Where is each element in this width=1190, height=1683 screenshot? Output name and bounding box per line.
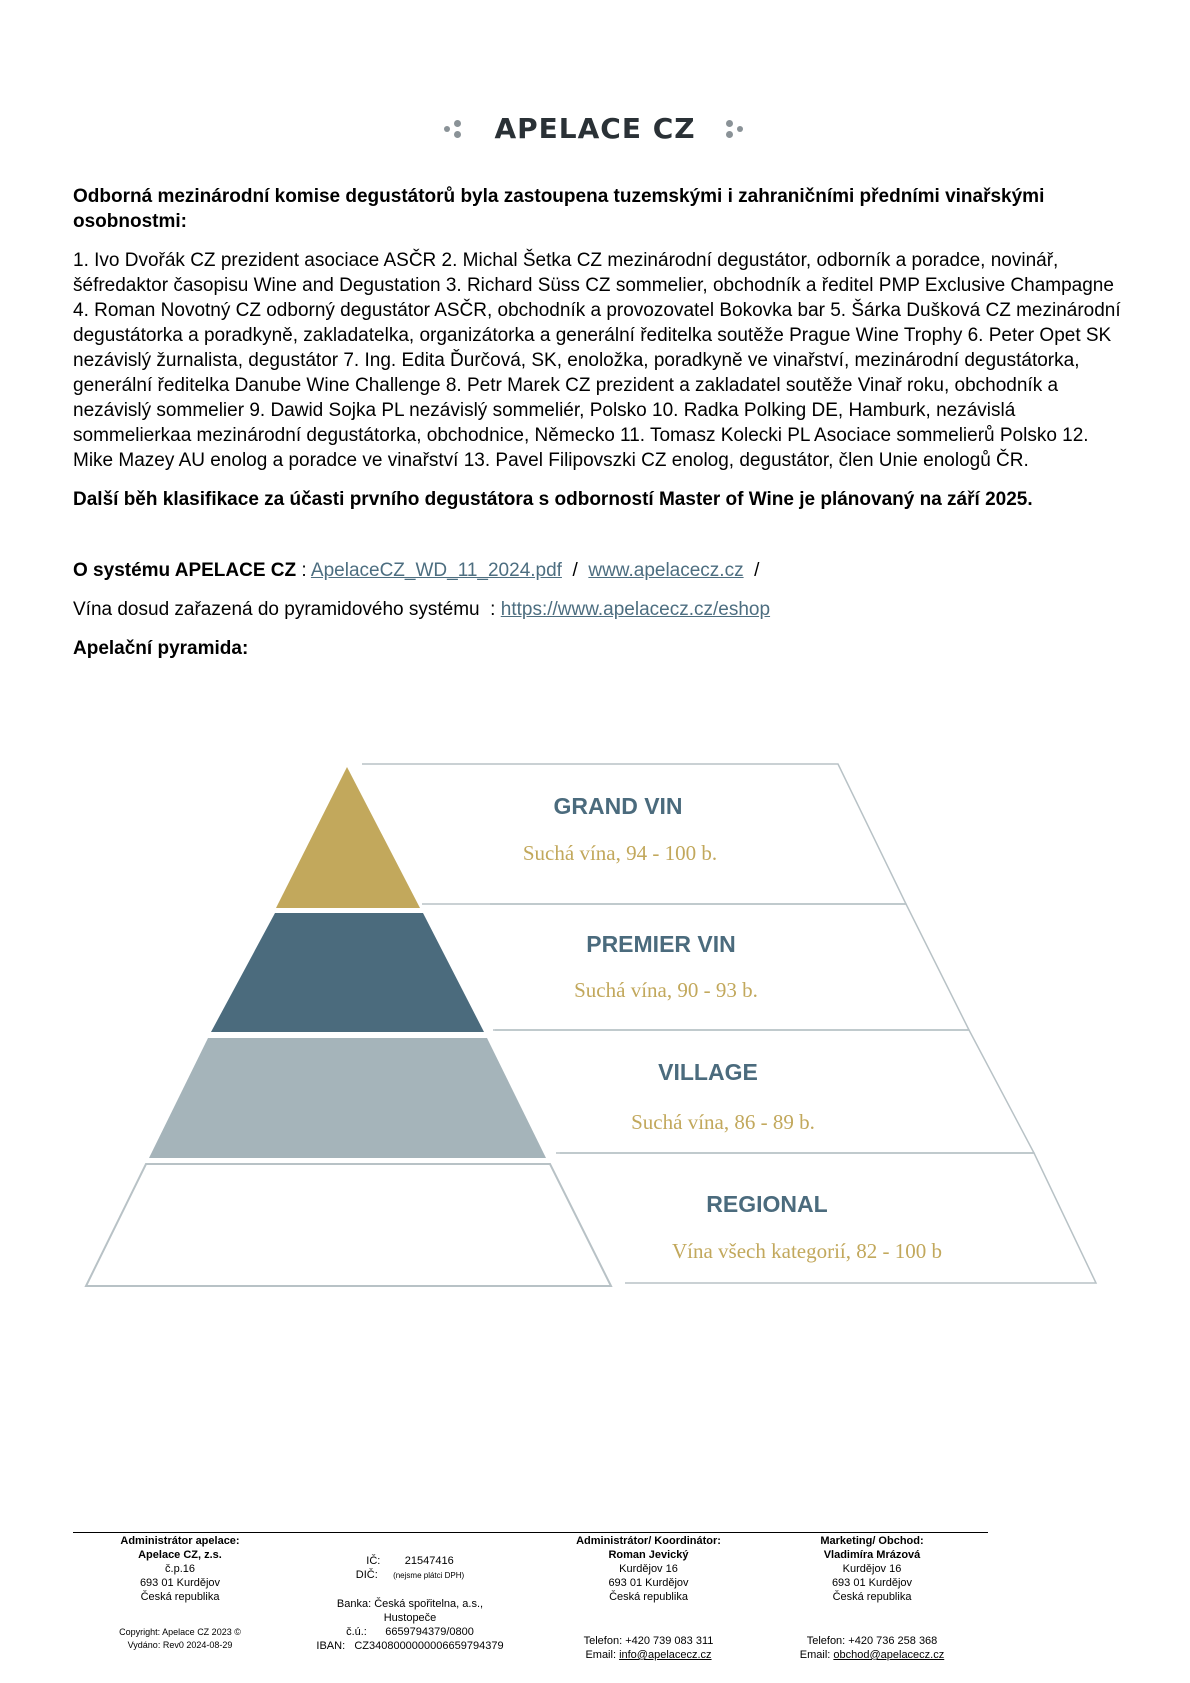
footer-coordinator-name: Roman Jevický <box>608 1549 689 1561</box>
band-outline-regional <box>560 1153 1096 1283</box>
level-subtitle-premier-vin: Suchá vína, 90 - 93 b. <box>574 978 758 1002</box>
footer-col-company <box>300 1554 520 1653</box>
level-title-grand-vin: GRAND VIN <box>553 793 683 819</box>
appellation-pyramid <box>0 750 1190 1300</box>
footer-iban: IBAN: CZ3408000000006659794379 <box>316 1640 504 1652</box>
footer-col-marketing <box>782 1534 962 1662</box>
level-subtitle-village: Suchá vína, 86 - 89 b. <box>631 1110 815 1134</box>
footer-bank-branch: Hustopeče <box>383 1612 437 1624</box>
footer-admin-org: Apelace CZ, z.s. <box>138 1549 222 1561</box>
footer-coordinator-email-line: Email: info@apelacecz.cz <box>585 1649 712 1661</box>
footer-account: č.ú.: 6659794379/0800 <box>346 1626 474 1638</box>
footer-rule <box>73 1532 988 1533</box>
pyramid-segment-regional <box>86 1164 611 1286</box>
jury-list: 1. Ivo Dvořák CZ prezident asociace ASČR 2. Michal Šetka CZ mezinárodní degustátor, odborník a poradce, novinář, šéfredaktor časopisu Wine and Degustation 3. Richard Süss CZ sommelier, obchodník a ředitel PMP Exclusive Champagne 4. Roman Novotný CZ odborný degustátor ASČR, obchodník a provozovatel Bokovka bar 5. Šárka Dušková CZ mezinárodní degustátorka a poradkyně, zakladatelka, organizátorka a generální ředitelka soutěže Prague Wine Trophy 6. Peter Opet SK nezávislý žurnalista, degustátor 7. Ing. Edita Ďurčová, SK, enoložka, poradkyně ve vinařství, mezinárodní degustátorka, generální ředitelka Danube Wine Challenge 8. Petr Marek CZ prezident a zakladatel soutěže Vinař roku, obchodník a nezávislý sommelier 9. Dawid Sojka PL nezávislý sommeliér, Polsko 10. Radka Polking DE, Hamburk, nezávislá sommelierkaa mezinárodní degustátorka, obchodnice, Německo 11. Tomasz Kolecki PL Asociace sommelierů Polsko 12. Mike Mazey AU enolog a poradce ve vinařství 13. Pavel Filipovszki CZ enolog, degustátor, člen Unie enologů ČR. <box>73 250 1121 471</box>
website-link[interactable]: www.apelacecz.cz <box>588 560 744 581</box>
wines-line <box>73 597 1123 622</box>
footer-marketing-street: Kurdějov 16 <box>842 1563 902 1575</box>
footer-revision: Vydáno: Rev0 2024-08-29 <box>127 1640 233 1650</box>
pyramid-segment-premier-vin <box>211 913 484 1032</box>
footer-marketing-email[interactable]: obchod@apelacecz.cz <box>833 1649 945 1661</box>
footer-coordinator-street: Kurdějov 16 <box>619 1563 678 1575</box>
level-subtitle-regional: Vína všech kategorií, 82 - 100 b <box>671 1239 943 1263</box>
level-title-regional: REGIONAL <box>706 1191 828 1217</box>
footer-admin-street: č.p.16 <box>165 1563 195 1575</box>
level-title-premier-vin: PREMIER VIN <box>586 931 736 957</box>
footer-marketing-country: Česká republika <box>832 1591 912 1603</box>
link-separator: / <box>561 560 589 581</box>
band-outline-village <box>495 1030 1034 1153</box>
band-outline-grand-vin <box>362 764 906 904</box>
footer-marketing-phone: Telefon: +420 736 258 368 <box>806 1635 938 1647</box>
footer-coordinator-city: 693 01 Kurdějov <box>608 1577 689 1589</box>
logo-dots-left-icon <box>444 118 466 140</box>
footer-coordinator-heading: Administrátor/ Koordinátor: <box>576 1535 721 1547</box>
logo-text: APELACE CZ <box>494 112 696 145</box>
level-subtitle-grand-vin: Suchá vína, 94 - 100 b. <box>522 841 718 865</box>
footer-admin-heading: Administrátor apelace: <box>120 1535 240 1547</box>
band-outline-premier-vin <box>490 904 969 1030</box>
footer-ic: IČ: 21547416 <box>366 1555 454 1567</box>
wines-label: Vína dosud zařazená do pyramidového systému : <box>73 599 501 620</box>
footer-coordinator-phone: Telefon: +420 739 083 311 <box>583 1635 714 1647</box>
footer-marketing-email-line: Email: obchod@apelacecz.cz <box>799 1649 945 1661</box>
system-sep: : <box>296 560 311 581</box>
pyramid-heading: Apelační pyramida: <box>73 638 249 659</box>
footer-bank: Banka: Česká spořitelna, a.s., <box>336 1598 484 1610</box>
intro-heading: Odborná mezinárodní komise degustátorů byla zastoupena tuzemskými i zahraničními předními vinařskými osobnostmi: <box>73 186 1045 232</box>
pdf-link[interactable]: ApelaceCZ_WD_11_2024.pdf <box>310 560 562 581</box>
footer-col-admin <box>100 1534 260 1652</box>
level-title-village: VILLAGE <box>658 1059 758 1085</box>
footer-admin-city: 693 01 Kurdějov <box>139 1577 221 1589</box>
system-label: O systému APELACE CZ <box>73 560 297 581</box>
pyramid-segment-village <box>149 1038 546 1158</box>
logo <box>0 112 1190 145</box>
next-round-note: Další běh klasifikace za účasti prvního degustátora s odborností Master of Wine je plánovaný na září 2025. <box>73 489 1033 510</box>
footer-copyright: Copyright: Apelace CZ 2023 © <box>119 1627 241 1637</box>
footer-marketing-city: 693 01 Kurdějov <box>831 1577 913 1589</box>
eshop-link[interactable]: https://www.apelacecz.cz/eshop <box>500 599 771 620</box>
footer-admin-country: Česká republika <box>140 1591 220 1603</box>
footer-coordinator-email[interactable]: info@apelacecz.cz <box>619 1649 712 1661</box>
system-line <box>73 558 1123 583</box>
pyramid-segment-grand-vin <box>276 767 420 908</box>
document-body <box>73 184 1123 675</box>
footer-marketing-name: Vladimíra Mrázová <box>823 1549 921 1561</box>
footer-marketing-heading: Marketing/ Obchod: <box>820 1535 924 1547</box>
trailing-separator: / <box>743 560 760 581</box>
footer-dic: DIČ: (nejsme plátci DPH) <box>355 1569 465 1581</box>
footer-coordinator-country: Česká republika <box>609 1591 688 1603</box>
logo-dots-right-icon <box>724 118 746 140</box>
footer-col-coordinator <box>556 1534 741 1662</box>
